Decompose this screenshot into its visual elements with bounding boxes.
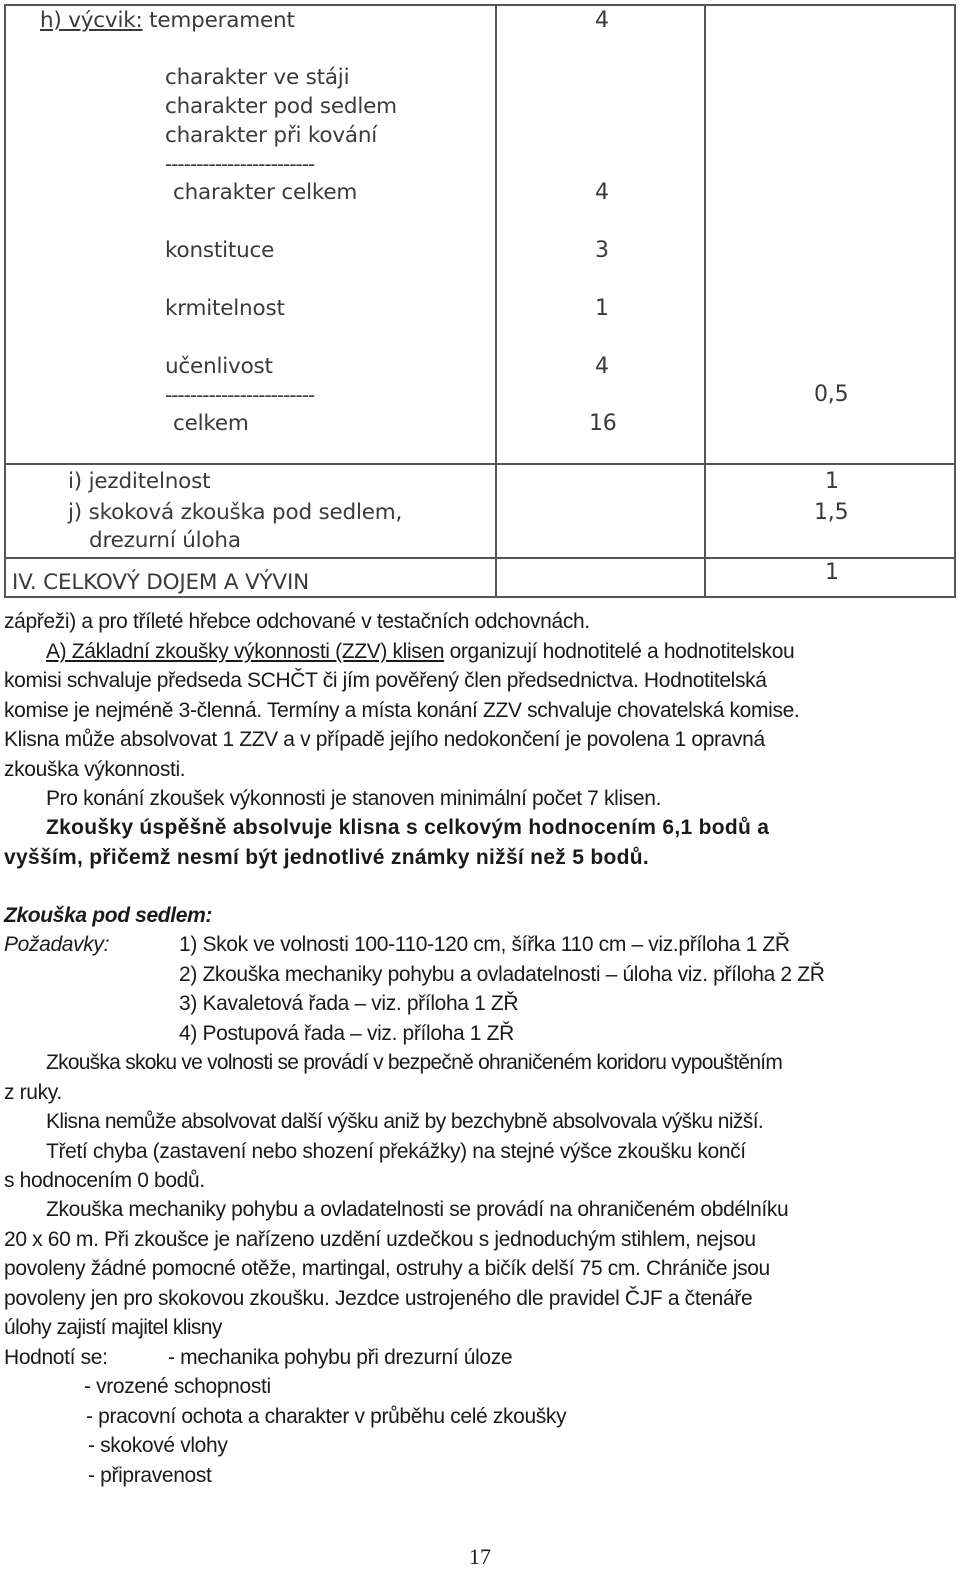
table-border-bottom (4, 596, 956, 598)
evaluation-item-1: - mechanika pohybu při drezurní úloze (168, 1346, 513, 1369)
ucenlivost-label: učenlivost (165, 354, 273, 379)
zzv-heading-link: A) Základní zkoušky výkonnosti (ZZV) klisen (46, 640, 445, 663)
section-h-score: 4 (595, 8, 609, 33)
sub-item-shoeing: charakter při kování (165, 123, 378, 148)
evaluation-label: Hodnotí se: (4, 1346, 108, 1369)
requirements-label: Požadavky: (4, 933, 110, 956)
page-number: 17 (469, 1544, 491, 1569)
requirement-4: 4) Postupová řada – viz. příloha 1 ZŘ (179, 1022, 514, 1045)
paragraph-4-line-3: povoleny žádné pomocné otěže, martingal, ostruhy a bičík delší 75 cm. Chrániče jsou (4, 1257, 770, 1280)
table-row-divider-2 (4, 557, 956, 559)
section-i-label: i) jezditelnost (68, 469, 211, 494)
krmitelnost-score: 1 (595, 296, 609, 321)
text-line-2 (46, 641, 794, 662)
paragraph-1-line-2: z ruky. (4, 1081, 62, 1104)
text-line-6: zkouška výkonnosti. (4, 758, 186, 781)
konstituce-label: konstituce (165, 238, 275, 263)
text-line-1: zápřeži) a pro tříleté hřebce odchované v testačních odchovnách. (4, 610, 590, 633)
table-col-divider-2 (704, 4, 706, 598)
paragraph-4-line-5: úlohy zajistí majitel klisny (4, 1316, 222, 1339)
sub-item-saddle: charakter pod sedlem (165, 94, 397, 119)
section-h-coefficient: 0,5 (814, 382, 849, 407)
table-border-left (4, 4, 6, 598)
evaluation-item-5: - připravenost (88, 1464, 212, 1487)
section-h-code: h) výcvik: (40, 8, 143, 33)
evaluation-item-3: - pracovní ochota a charakter v průběhu celé zkoušky (86, 1405, 567, 1428)
requirement-1: 1) Skok ve volnosti 100-110-120 cm, šířka 110 cm – viz.příloha 1 ZŘ (179, 933, 790, 956)
sub-item-stable: charakter ve stáji (165, 65, 350, 90)
char-total-label: charakter celkem (173, 180, 358, 205)
separator-dashes-1: ------------------------ (165, 152, 315, 176)
text-line-7: Pro konání zkoušek výkonnosti je stanoven minimální počet 7 klisen. (46, 787, 662, 810)
evaluation-item-2: - vrozené schopnosti (84, 1375, 271, 1398)
section-heading: Zkouška pod sedlem: (4, 904, 213, 927)
table-col-divider-1 (495, 4, 497, 598)
section-i-coefficient: 1 (825, 469, 839, 494)
section-h-title: temperament (149, 8, 295, 33)
text-line-9: vyšším, přičemž nesmí být jednotlivé známky nižší než 5 bodů. (4, 846, 649, 869)
score-table (4, 4, 956, 598)
text-line-4: komise je nejméně 3-členná. Termíny a místa konání ZZV schvaluje chovatelská komise. (4, 699, 800, 722)
text-line-3: komisi schvaluje předseda SCHČT či jím pověřený člen předsednictva. Hodnotitelská (4, 669, 767, 692)
ucenlivost-score: 4 (595, 354, 609, 379)
table-border-right (954, 4, 956, 598)
text-line-2-rest: organizují hodnotitelé a hodnotitelskou (444, 640, 795, 663)
celkem-score: 16 (589, 411, 617, 436)
krmitelnost-label: krmitelnost (165, 296, 285, 321)
paragraph-4-line-1: Zkouška mechaniky pohybu a ovladatelnosti se provádí na ohraničeném obdélníku (46, 1198, 789, 1221)
text-line-5: Klisna může absolvovat 1 ZZV a v případě jejího nedokončení je povolena 1 opravná (4, 728, 765, 751)
requirement-2: 2) Zkouška mechaniky pohybu a ovladatelnosti – úloha viz. příloha 2 ZŘ (179, 963, 825, 986)
paragraph-4-line-4: povoleny jen pro skokovou zkoušku. Jezdce ustrojeného dle pravidel ČJF a čtenáře (4, 1287, 753, 1310)
char-total-score: 4 (595, 180, 609, 205)
paragraph-3-line-2: s hodnocením 0 bodů. (4, 1169, 205, 1192)
paragraph-3-line-1: Třetí chyba (zastavení nebo shození překážky) na stejné výšce zkoušku končí (46, 1140, 746, 1163)
paragraph-1-line-1: Zkouška skoku ve volnosti se provádí v bezpečně ohraničeném koridoru vypouštěním (46, 1051, 783, 1074)
section-h-label (40, 10, 295, 32)
text-line-8: Zkoušky úspěšně absolvuje klisna s celkovým hodnocením 6,1 bodů a (46, 816, 770, 839)
section-j-label-line2: drezurní úloha (89, 528, 241, 553)
celkem-label: celkem (173, 411, 249, 436)
separator-dashes-2: ------------------------ (165, 383, 315, 407)
requirement-3: 3) Kavaletová řada – viz. příloha 1 ZŘ (179, 992, 519, 1015)
section-iv-coefficient: 1 (825, 560, 839, 585)
konstituce-score: 3 (595, 238, 609, 263)
paragraph-2: Klisna nemůže absolvovat další výšku aniž by bezchybně absolvovala výšku nižší. (46, 1110, 764, 1133)
section-j-coefficient: 1,5 (814, 500, 849, 525)
table-border-top (4, 4, 956, 6)
evaluation-item-4: - skokové vlohy (88, 1434, 228, 1457)
paragraph-4-line-2: 20 x 60 m. Při zkoušce je nařízeno uzdění uzdečkou s jednoduchým stihlem, nejsou (4, 1228, 756, 1251)
section-iv-label: IV. CELKOVÝ DOJEM A VÝVIN (12, 570, 309, 595)
table-row-divider-1 (4, 463, 956, 465)
section-j-label-line1: j) skoková zkouška pod sedlem, (68, 500, 403, 525)
